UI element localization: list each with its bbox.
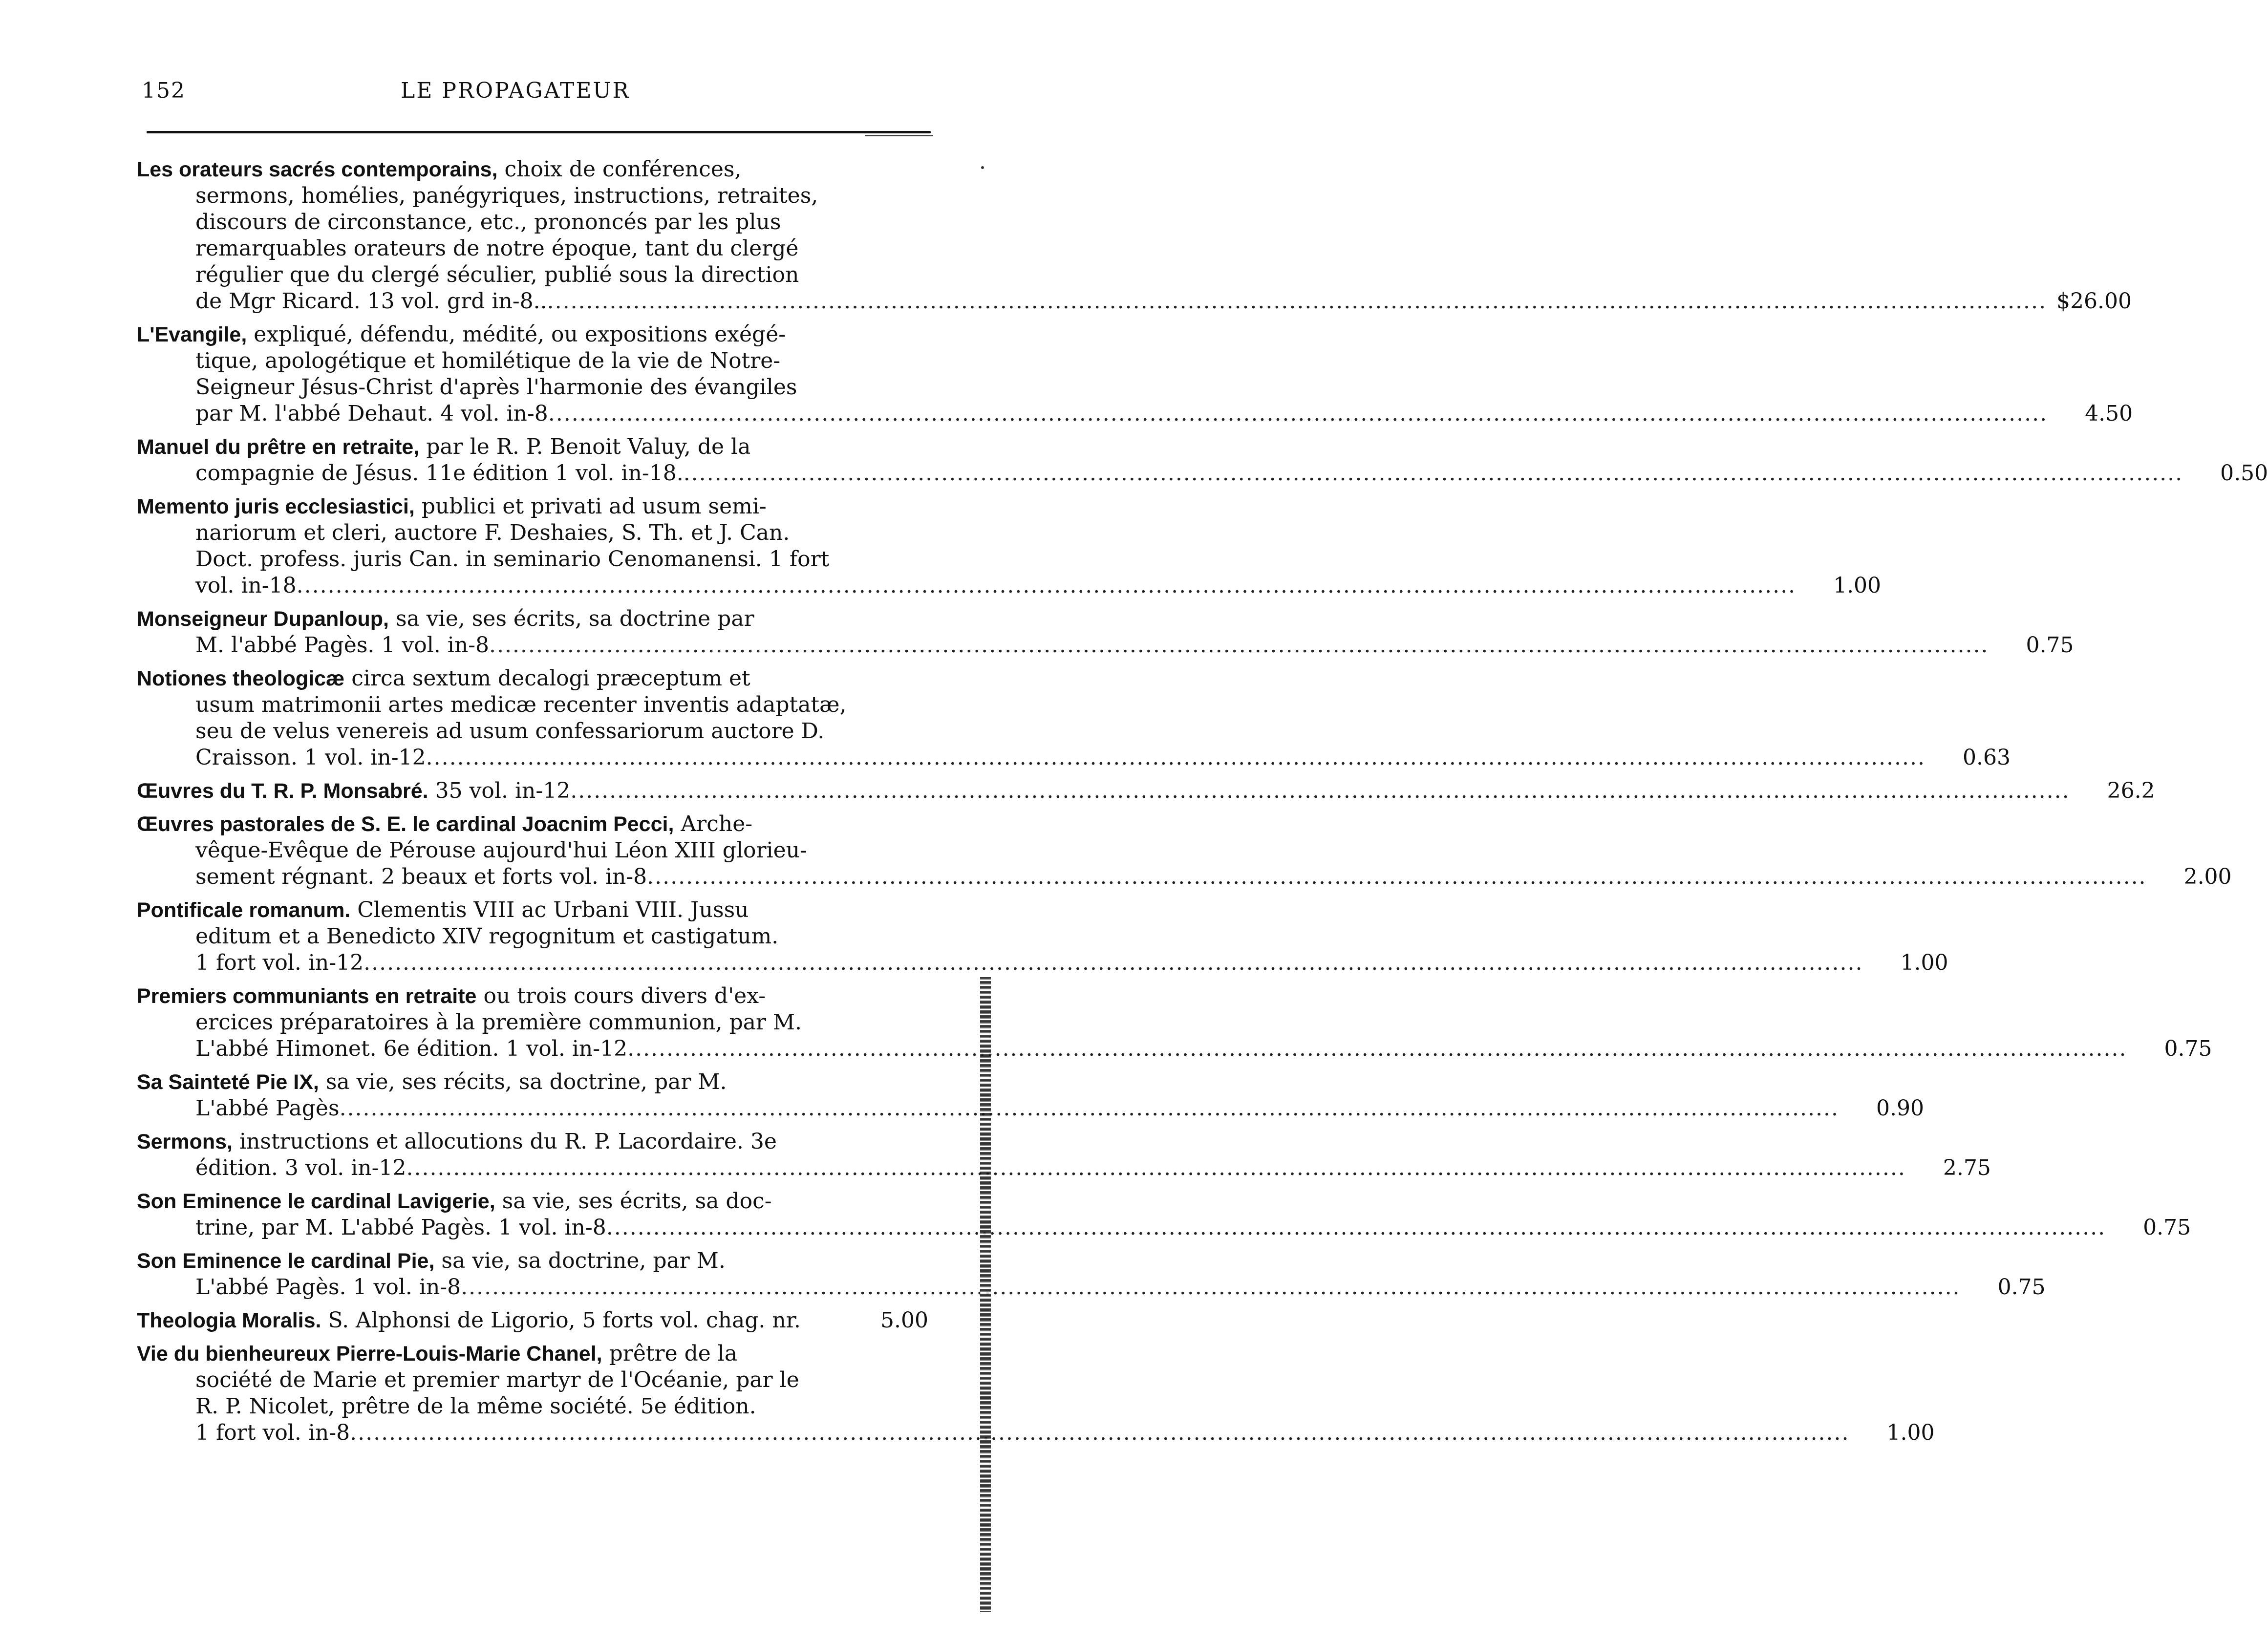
entry-description: 1 fort vol. in-8	[195, 1420, 350, 1445]
entry-line	[137, 235, 928, 262]
entry-line	[137, 1215, 2191, 1241]
catalog-entry	[137, 606, 2074, 659]
entry-line	[137, 262, 928, 288]
entry-price: 0.75	[1997, 1275, 2046, 1300]
entry-description: S. Alphonsi de Ligorio, 5 forts vol. chag. nr.	[328, 1308, 801, 1333]
entry-line	[137, 493, 928, 520]
entry-line	[137, 778, 2155, 804]
entry-description: tique, apologétique et homilétique de la vie de Notre-	[195, 348, 781, 373]
entry-title: Monseigneur Dupanloup,	[137, 607, 389, 631]
entry-line	[137, 156, 928, 183]
catalog-entry	[137, 778, 2155, 804]
entry-price: 26.2	[2107, 778, 2155, 803]
entry-price: 0.50	[2220, 461, 2268, 486]
entry-description: vêque-Evêque de Pérouse aujourd'hui Léon XIII glorieu-	[195, 838, 807, 863]
entry-line	[137, 692, 928, 718]
entry-line	[137, 401, 2133, 427]
entry-price: 5.00	[880, 1308, 928, 1333]
entry-line	[137, 1129, 928, 1155]
entry-title: Manuel du prêtre en retraite,	[137, 435, 420, 459]
catalog-entry	[137, 665, 2011, 771]
entry-description: régulier que du clergé séculier, publié sous la direction	[195, 262, 799, 287]
entry-price: 0.63	[1963, 745, 2011, 770]
margin-mark	[981, 166, 984, 169]
entry-price: 0.75	[2164, 1036, 2212, 1061]
entry-description: sa vie, sa doctrine, par M.	[441, 1248, 726, 1273]
catalog-entry	[137, 156, 2132, 315]
entry-title: Vie du bienheureux Pierre-Louis-Marie Chanel,	[137, 1342, 602, 1366]
entry-description: discours de circonstance, etc., prononcés par les plus	[195, 210, 781, 235]
header-rule-tail	[865, 135, 933, 136]
entry-price: 2.00	[2183, 864, 2232, 889]
entry-description: M. l'abbé Pagès. 1 vol. in-8	[195, 633, 490, 658]
running-title: LE PROPAGATEUR	[401, 78, 630, 103]
catalog-entry	[137, 493, 1882, 599]
entry-price: 2.75	[1943, 1155, 1991, 1180]
entry-price: 0.90	[1876, 1096, 1924, 1121]
entry-line	[137, 1155, 1991, 1181]
entry-line	[137, 811, 928, 837]
entry-description: publici et privati ad usum semi-	[421, 494, 767, 519]
catalog-entry	[137, 811, 2232, 890]
entry-line	[137, 1393, 928, 1420]
entry-title: Premiers communiants en retraite	[137, 984, 477, 1008]
entry-description: L'abbé Himonet. 6e édition. 1 vol. in-12	[195, 1036, 628, 1061]
entry-price: 1.00	[1833, 573, 1882, 598]
entry-description: sa vie, ses récits, sa doctrine, par M.	[325, 1069, 727, 1094]
entry-description: sa vie, ses écrits, sa doc-	[502, 1189, 772, 1214]
entry-description: L'abbé Pagès. 1 vol. in-8	[195, 1275, 461, 1300]
catalog-entry	[137, 983, 2212, 1062]
entry-description: nariorum et cleri, auctore F. Deshaies, S. Th. et J. Can.	[195, 520, 790, 545]
entry-title: Pontificale romanum.	[137, 898, 351, 922]
entry-line	[137, 1036, 2212, 1062]
entry-description: sermons, homélies, panégyriques, instructions, retraites,	[195, 183, 818, 208]
page-header	[142, 78, 933, 112]
entry-title: Son Eminence le cardinal Lavigerie,	[137, 1190, 495, 1213]
entry-description: ou trois cours divers d'ex-	[483, 983, 766, 1008]
entry-line	[137, 321, 928, 348]
dot-leader	[406, 1155, 1905, 1181]
entry-title: Sermons,	[137, 1130, 233, 1153]
entry-line	[137, 745, 2011, 771]
entry-description: remarquables orateurs de notre époque, tant du clergé	[195, 236, 799, 261]
entry-line	[137, 520, 928, 546]
entry-description: société de Marie et premier martyr de l'Océanie, par le	[195, 1367, 799, 1392]
entry-price: $26.00	[2056, 289, 2132, 314]
dot-leader	[647, 864, 2146, 890]
catalog-entry	[137, 1248, 2046, 1301]
dot-leader	[350, 1420, 1849, 1446]
entry-title: Les orateurs sacrés contemporains,	[137, 158, 498, 181]
entry-description: par le R. P. Benoit Valuy, de la	[426, 434, 751, 459]
entry-title: Son Eminence le cardinal Pie,	[137, 1249, 435, 1273]
dot-leader	[627, 1036, 2127, 1062]
entry-description: Seigneur Jésus-Christ d'après l'harmonie des évangiles	[195, 375, 797, 400]
entry-line	[137, 1009, 928, 1036]
header-rule	[147, 131, 931, 133]
entry-description: editum et a Benedicto XIV regognitum et castigatum.	[195, 924, 779, 949]
entry-line	[137, 209, 928, 235]
catalog-entry	[137, 1129, 1991, 1181]
dot-leader	[297, 573, 1796, 599]
entry-description: 1 fort vol. in-12	[195, 950, 364, 975]
entry-description: choix de conférences,	[504, 157, 742, 182]
entry-description: Arche-	[681, 811, 753, 836]
entry-line	[137, 434, 928, 460]
entry-line	[137, 1341, 928, 1367]
entry-line	[137, 460, 2268, 487]
entry-description: compagnie de Jésus. 11e édition 1 vol. in-18.	[195, 461, 684, 486]
catalog-entry	[137, 1307, 928, 1334]
entry-description: prêtre de la	[609, 1341, 738, 1366]
catalog-entry	[137, 1341, 1935, 1446]
entry-line	[137, 983, 928, 1009]
dot-leader	[426, 745, 1926, 771]
entry-title: Theologia Moralis.	[137, 1309, 321, 1332]
entry-line	[137, 1188, 928, 1215]
entry-line	[137, 923, 928, 950]
entry-description: expliqué, défendu, médité, ou expositions exégé-	[254, 322, 786, 347]
catalog-entry	[137, 897, 1948, 976]
entry-description: sement régnant. 2 beaux et forts vol. in-8	[195, 864, 647, 889]
entry-description: vol. in-18	[195, 573, 297, 598]
dot-leader	[547, 288, 2047, 315]
entry-description: Clementis VIII ac Urbani VIII. Jussu	[357, 897, 749, 922]
entry-line	[137, 606, 928, 632]
entry-line	[137, 864, 2232, 890]
entry-line	[137, 1095, 1924, 1122]
entry-title: L'Evangile,	[137, 323, 247, 346]
page-edge-scan-artifact	[980, 977, 991, 1612]
entry-description: de Mgr Ricard. 13 vol. grd in-8..	[195, 289, 547, 314]
entry-line	[137, 1420, 1935, 1446]
entry-price: 0.75	[2143, 1215, 2191, 1240]
entry-description: R. P. Nicolet, prêtre de la même société. 5e édition.	[195, 1394, 756, 1419]
entry-line	[137, 837, 928, 864]
entry-line	[137, 718, 928, 745]
entry-description: usum matrimonii artes medicæ recenter inventis adaptatæ,	[195, 692, 847, 717]
entry-price: 1.00	[1886, 1420, 1935, 1445]
dot-leader	[340, 1095, 1839, 1122]
entry-line	[137, 183, 928, 209]
entry-line	[137, 546, 928, 573]
entry-line	[137, 665, 928, 692]
entry-line	[137, 288, 2132, 315]
entry-line	[137, 1307, 928, 1334]
entry-line	[137, 632, 2074, 659]
entry-description: par M. l'abbé Dehaut. 4 vol. in-8	[195, 401, 548, 426]
entry-price: 0.75	[2026, 633, 2074, 658]
entry-description: Doct. profess. juris Can. in seminario Cenomanensi. 1 fort	[195, 547, 830, 572]
entry-price: 4.50	[2085, 401, 2133, 426]
catalog-entry	[137, 321, 2133, 427]
entry-description: Craisson. 1 vol. in-12	[195, 745, 426, 770]
entry-description: instructions et allocutions du R. P. Lacordaire. 3e	[239, 1129, 777, 1154]
dot-leader	[570, 778, 2070, 804]
entry-title: Œuvres pastorales de S. E. le cardinal Joacnim Pecci,	[137, 812, 674, 836]
entry-title: Œuvres du T. R. P. Monsabré.	[137, 779, 428, 803]
entry-description: sa vie, ses écrits, sa doctrine par	[395, 606, 754, 631]
entry-description: 35 vol. in-12	[435, 778, 571, 803]
catalog-entry	[137, 1188, 2191, 1241]
entry-line	[137, 1367, 928, 1393]
entry-description: édition. 3 vol. in-12	[195, 1155, 407, 1180]
entry-line	[137, 897, 928, 923]
dot-leader	[548, 401, 2048, 427]
entry-title: Memento juris ecclesiastici,	[137, 495, 415, 518]
entry-line	[137, 1248, 928, 1274]
dot-leader	[684, 460, 2183, 487]
entry-description: trine, par M. L'abbé Pagès. 1 vol. in-8	[195, 1215, 606, 1240]
entry-description: ercices préparatoires à la première communion, par M.	[195, 1010, 802, 1035]
entry-description: seu de velus venereis ad usum confessariorum auctore D.	[195, 719, 825, 744]
catalog-entry	[137, 434, 2268, 487]
dot-leader	[364, 950, 1863, 976]
entry-title: Sa Sainteté Pie IX,	[137, 1070, 319, 1094]
entry-line	[137, 1274, 2046, 1301]
dot-leader	[606, 1215, 2106, 1241]
entry-description: circa sextum decalogi præceptum et	[351, 666, 750, 691]
entry-description: L'abbé Pagès	[195, 1096, 340, 1121]
entry-title: Notiones theologicæ	[137, 667, 345, 690]
entry-line	[137, 348, 928, 374]
entry-line	[137, 950, 1948, 976]
entry-line	[137, 1069, 928, 1095]
entry-line	[137, 374, 928, 401]
catalog-entry	[137, 1069, 1924, 1122]
entry-price: 1.00	[1900, 950, 1948, 975]
dot-leader	[489, 632, 1989, 659]
dot-leader	[461, 1274, 1960, 1301]
entry-line	[137, 573, 1882, 599]
catalog-list	[137, 156, 2268, 1453]
page-number: 152	[142, 78, 186, 103]
